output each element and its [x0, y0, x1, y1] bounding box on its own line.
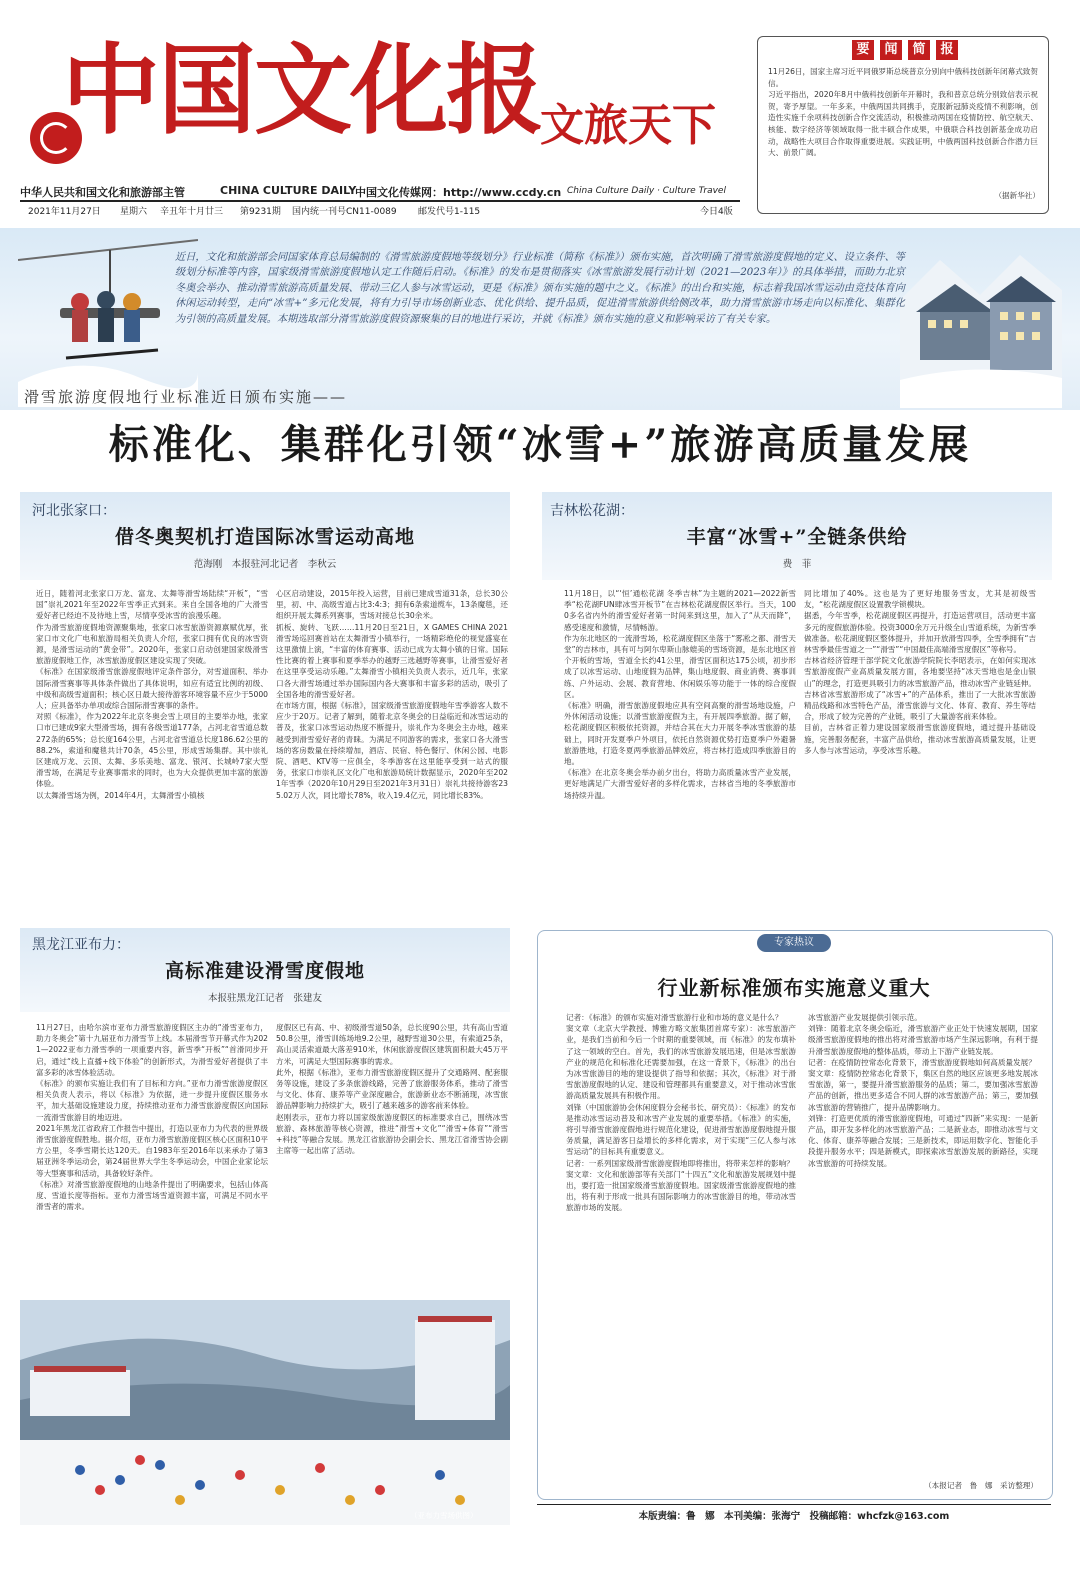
- footer-rule: [537, 1504, 1051, 1505]
- zhangjiakou-column-2: 心区启动建设，2015年投入运营，目前已建成雪道31条，总长30公里，初、中、高级雪道占比3:4:3；拥有6条索道缆车，13条魔毯，还组织开展太舞系列赛事，雪场对接总长30余米。 抓板、旋转、飞跃……11月20日至21日，X GAMES CHINA 2021滑雪场巡回赛首站在太舞滑雪小镇举行，一场精彩绝伦的视觉盛宴在这里激情上演，“丰富的体育赛事、活动已成为太舞小镇的日常。国际性比赛的着上赛事和夏季举办的越野三选越野等赛事，让滑雪爱好者在这里享受运动乐趣。”太舞滑雪小镇相关负责人表示，近几年，张家口各大滑雪场通过举办国际国内各大赛事和丰富多彩的活动，吸引了全国各地的滑雪爱好者。 在市场方面，根据《标准》，国家级滑雪旅游度假地年雪季游客人数不应少于20万。记者了解到，随着北京冬奥会的日益临近和冰雪运动的普及，张家口冰雪运动热度不断提升，崇礼作为冬奥会主办地，越来越受到滑雪爱好者的青睐。为满足不同游客的需求，张家口各大滑雪场的客房数量在持续增加，酒店、民宿、特色餐厅、休闲公园、电影院、酒吧、KTV等一应俱全，冬季游客在这里能享受到一站式的服务，张家口市崇礼区文化广电和旅游局统计数据显示，2020年至2021年雪季（2020年10月29日至2021年3月31日）崇礼共接待游客235.02万人次，同比增长78%，收入19.4亿元，同比增长83%。: [276, 589, 508, 800]
- cn-number: 国内统一刊号CN11-0089: [292, 207, 397, 217]
- songhua-column-1: 11月18日，以“‘恒’通松花湖 冬季吉林”为主题的2021—2022新雪季“松花湖FUN肆冰雪开板节”在吉林松花湖度假区举行。当天，1000多名省内外的滑雪爱好者第一时间来到这里，加入了“从天而降”，感受速度和激情，尽情畅游。 作为东北地区的一流滑雪场，松花湖度假区坐落于“雾凇之都、滑雪天堂”的吉林市，具有可与阿尔卑斯山脉媲美的雪场资源，是东北地区首个开板的雪场，雪道全长约41公里，滑雪区面积达175公顷，初步形成了以冰雪运动、山地度假为品牌，集山地度假、商业消费、赛事训练、户外运动、会展、教育营地、休闲娱乐等功能于一体的综合度假区。 《标准》明确，滑雪旅游度假地应具有空间高聚的滑雪场地设施，户外休闲活动设施；以滑雪旅游度假为主，有开展四季旅游。据了解，松花湖度假区积极依托资源，并结合其在大力开展冬季冰雪旅游的基础上，同时开发夏季户外项目，依托自然资源优势打造夏季户外避暑旅游胜地，打造冬夏两季旅游品牌效应，将吉林打造成四季旅游目的地。 《标准》在北京冬奥会举办前夕出台，将助力高质量冰雪产业发展，更好地满足广大滑雪爱好者的多样化需求，吉林省当地的冬季旅游市场持续升温。: [564, 589, 796, 800]
- zhangjiakou-place: 河北张家口：: [32, 503, 116, 519]
- yabuli-column-2: 度假区已有高、中、初级滑雪道50条，总长度90公里，共有高山雪道50.8公里，滑雪训练场地9.2公里，越野雪道30公里，有索道25条，高山灵活索道最大落差910米，休闲旅游度假区建筑面积最大45万平方米，可满足大型国际赛事的需求。 此外，根据《标准》，亚布力滑雪旅游度假区提升了交通路网、配套服务等设施，建设了多条旅游线路，完善了旅游服务体系，推动了滑雪与文化、体育、康养等产业深度融合，旅游新业态不断涌现，冰雪旅游品牌影响力持续扩大，吸引了越来越多的游客前来体验。 赵刚表示，亚布力将以国家级旅游度假区的标准要求自己，围绕冰雪旅游、森林旅游等核心资源，推进“滑雪+文化”“滑雪+体育”“滑雪+科技”等融合发展。黑龙江省旅游协会副会长、黑龙江省滑雪协会副主席等一起出席了活动。: [276, 1023, 508, 1156]
- newspaper-logo: 中国文化报: [62, 33, 543, 148]
- issue-date: 2021年11月27日: [28, 207, 101, 217]
- briefs-body: 11月26日，国家主席习近平同俄罗斯总统普京分别向中俄科技创新年闭幕式致贺信。 习近平指出，2020年8月中俄科技创新年开幕时，我和普京总统分别致信表示祝贺，寄予厚望。一年多来，中俄两国共同携手，克服新冠肺炎疫情不利影响，创造性实施千余项科技创新合作交流活动，积极推动两国在疫情防控、航空航天、核能、数字经济等领域取得一批丰硕合作成果，中俄联合科技创新基金成功启动，战略性大项目合作取得重要进展。实践证明，中俄两国科技创新合作潜力巨大、前景广阔。: [768, 67, 1038, 158]
- expert-tag: 专家热议: [757, 934, 831, 952]
- issue-number: 第9231期: [240, 207, 281, 217]
- yabuli-place: 黑龙江亚布力：: [32, 937, 130, 953]
- briefs-heading-char: 报: [936, 40, 958, 60]
- expert-title: 行业新标准颁布实施意义重大: [657, 976, 931, 1000]
- weekday: 星期六: [120, 207, 148, 217]
- zhangjiakou-byline: 范海刚 本报驻河北记者 李秋云: [193, 559, 337, 570]
- website-line: 中国文化传媒网：http://www.ccdy.cn: [355, 186, 562, 199]
- sponsor-line: 中华人民共和国文化和旅游部主管: [20, 186, 185, 199]
- expert-source: （本报记者 鲁 娜 采访整理）: [924, 1481, 1038, 1490]
- page-count: 今日4版: [700, 207, 733, 217]
- ski-lift-illustration: [18, 232, 198, 407]
- expert-column-2: 冰雪旅游产业发展提供引领示范。 刘锋：随着北京冬奥会临近，滑雪旅游产业正处于快速发展期，国家级滑雪旅游度假地的推出将对滑雪旅游市场产生深远影响，有利于提升滑雪旅游度假地的整体品质，带动上下游产业链发展。 记者：在疫情防控常态化背景下，滑雪旅游度假地如何高质量发展？ 窦文章：疫情防控常态化背景下，集区自然的地区应该更多地发展冰雪旅游，第一，要提升滑雪旅游服务的品质；第二，要加强冰雪旅游产品的创新，推出更多适合不同人群的冰雪旅游产品；第三，要加强冰雪旅游的营销推广，提升品牌影响力。 刘锋：打造更优质的滑雪旅游度假地，可通过“四新”来实现：一是新产品，即开发多样化的冰雪旅游产品；二是新业态，即推动冰雪与文化、体育、康养等融合发展；三是新技术，即运用数字化、智能化手段提升服务水平；四是新模式，即探索冰雪旅游发展的新路径，实现冰雪旅游的可持续发展。: [808, 1013, 1038, 1168]
- briefs-heading: [852, 38, 982, 60]
- yabuli-title: 高标准建设滑雪度假地: [164, 960, 365, 982]
- headline-kicker: 滑雪旅游度假地行业标准近日颁布实施——: [24, 388, 348, 406]
- english-name: CHINA CULTURE DAILY: [220, 184, 357, 197]
- briefs-heading-char: 简: [908, 40, 930, 60]
- intro-paragraph: 近日，文化和旅游部会同国家体育总局编制的《滑雪旅游度假地等级划分》行业标准（简称《标准》）颁布实施，首次明确了滑雪旅游度假地的定义、设立条件、等级划分标准等内容，国家级滑雪旅游度假地认定工作随后启动。《标准》的发布是贯彻落实《冰雪旅游发展行动计划（2021—2023年）》的具体举措，而助力北京冬奥会举办、推动滑雪旅游高质量发展、带动三亿人参与冰雪运动，更是《标准》颁布实施的题中之义。《标准》的出台和实施，标志着我国冰雪运动由竞技体育向休闲运动转型，走向“冰雪+”多元化发展，将有力引导市场创新业态、优化供给、提升品质，促进滑雪旅游供给侧改革，助力滑雪旅游市场走向以标准化、集群化为引领的高质量发展。本期选取部分滑雪旅游度假资源聚集的目的地进行采访，并就《标准》颁布实施的意义和影响采访了有关专家。: [175, 252, 905, 325]
- ski-resort-illustration: [900, 240, 1062, 408]
- briefs-heading-char: 要: [852, 40, 874, 60]
- yabuli-ski-photo: [20, 1300, 510, 1525]
- postal-code: 邮发代号1-115: [418, 207, 481, 217]
- zhangjiakou-column-1: 近日，随着河北张家口万龙、富龙、太舞等滑雪场陆续“开板”，“雪国”崇礼2021年至2022年雪季正式到来。来自全国各地的广大滑雪爱好者已经迫不及待地上雪，尽情享受冰雪的浪漫乐趣。 作为滑雪旅游度假地资源聚集地，张家口冰雪旅游资源禀赋优厚，张家口市文化广电和旅游局相关负责人介绍，张家口拥有优良的冰雪资源，是滑雪运动的“黄金带”。2020年，张家口启动创建国家级滑雪旅游度假地工作，冰雪旅游度假区建设实现了突破。 《标准》在国家级滑雪旅游度假地评定条件部分，对雪道面积、举办国际滑雪赛事等具体条件做出了具体说明，如应有适宜比例的初级、中级和高级雪道面积；核心区日最大接待游客环境容量不应少于5000人；应具备举办单项或综合国际滑雪赛事的条件。 对照《标准》，作为2022年北京冬奥会雪上项目的主要举办地，张家口市已建成9家大型滑雪场，拥有各级雪道177条，占河北省雪道总数272条的65%；总长度164公里，占河北省雪道总长度186.62公里的88.2%，索道和魔毯共计70条，45公里，形成雪场集群。其中崇礼区建成万龙、云顶、太舞、多乐美地、富龙、银河、长城岭7家大型滑雪场，在满足专业赛事需求的同时，也为大众提供更加丰富的旅游体验。 以太舞滑雪场为例，2014年4月，太舞滑雪小镇核: [36, 589, 268, 800]
- songhua-place: 吉林松花湖：: [550, 503, 634, 519]
- briefs-heading-char: 闻: [880, 40, 902, 60]
- expert-column-1: 记者：《标准》的颁布实施对滑雪旅游行业和市场的意义是什么？ 窦文章（北京大学教授、博雅方略文旅集团首席专家）：冰雪旅游产业，是我们当前和今后一个时期的重要领域，而《标准》的发布填补了这一领域的空白。首先，我们的冰雪旅游发展迅速，但是冰雪旅游产业的规范化和标准化还需要加强，在这一背景下，《标准》的出台为冰雪旅游目的地的建设提供了指导和依据；其次，《标准》对于滑雪旅游度假地的认定、建设和管理都具有重要意义，对于推动冰雪旅游高质量发展具有积极作用。 刘锋（中国旅游协会休闲度假分会秘书长、研究员）：《标准》的发布是推动冰雪运动普及和冰雪产业发展的重要举措。《标准》的实施，将引导滑雪旅游度假地进行规范化建设，促进滑雪旅游度假地提升服务质量，满足游客日益增长的多样化需求，对于实现“三亿人参与冰雪运动”的目标具有重要意义。 记者：一系列国家级滑雪旅游度假地即将推出，将带来怎样的影响？ 窦文章：文化和旅游部等有关部门“十四五”文化和旅游发展规划中提出，要打造一批国家级滑雪旅游度假地。国家级滑雪旅游度假地的推出，将有利于形成一批具有国际影响力的冰雪旅游目的地，带动冰雪旅游市场的发展。: [566, 1013, 796, 1213]
- songhua-byline: 费 菲: [782, 559, 812, 570]
- songhua-title: 丰富“冰雪+”全链条供给: [686, 526, 908, 548]
- page-footer: 本版责编：鲁 娜 本刊美编：张海宁 投稿邮箱：whcfzk@163.com: [638, 1511, 950, 1522]
- briefs-source: （据新华社）: [994, 191, 1040, 200]
- main-headline: 标准化、集群化引领“冰雪+”旅游高质量发展: [108, 421, 972, 468]
- lunar-date: 辛丑年十月廿三: [160, 207, 224, 217]
- yabuli-column-1: 11月27日，由哈尔滨市亚布力滑雪旅游度假区主办的“滑雪亚布力，助力冬奥会”第十九届亚布力滑雪节上线。本届滑雪节开幕式作为2021—2022亚布力滑雪季的一项重要内容，新雪季“开板”“首滑同步开启，通过“线上直播+线下体验”的创新形式，为滑雪爱好者提供了丰富多彩的冰雪体验活动。 《标准》的颁布实施让我们有了目标和方向。”亚布力滑雪旅游度假区相关负责人表示，将以《标准》为依据，进一步提升度假区服务水平，加大基础设施建设力度，持续推动亚布力滑雪旅游度假区向国际一流滑雪旅游目的地迈进。 2021年黑龙江省政府工作报告中提出，打造以亚布力为代表的世界级滑雪旅游度假胜地。据介绍，亚布力滑雪旅游度假区核心区面积10平方公里，冬季雪期长达120天。自1983年至2016年以来承办了第3届亚洲冬季运动会，第24届世界大学生冬季运动会，中国企业家论坛等大型赛事和活动，具备较好条件。 《标准》对滑雪旅游度假地的山地条件提出了明确要求，包括山体高度、雪道长度等指标。亚布力滑雪场雪道资源丰富，可满足不同水平滑雪者的需求。: [36, 1023, 268, 1212]
- zhangjiakou-title: 借冬奥契机打造国际冰雪运动高地: [114, 526, 415, 548]
- yabuli-byline: 本报驻黑龙江记者 张建友: [207, 993, 322, 1004]
- masthead-rule: [20, 200, 740, 202]
- section-brand: 文旅天下: [540, 100, 716, 151]
- english-section: China Culture Daily · Culture Travel: [567, 186, 726, 196]
- songhua-column-2: 同比增加了40%。这也是为了更好地服务雪友，尤其是初级雪友，“松花湖度假区设置教学锁模块。 据悉，今年雪季，松花湖度假区再提升，打造运营项目，活动更丰富多元的度假旅游体验。投资3000余万元升级全山雪道系统，为新雪季做准备。松花湖度假区整体提升，并加开放滑雪四季，全雪季拥有“吉林雪季最佳雪道之一”“滑雪”“中国最佳高端滑雪度假区”等称号。 吉林省经济管理干部学院文化旅游学院院长李昭表示，在如何实现冰雪旅游度假产业高质量发展方面，各地要坚持“冰天雪地也是金山银山”的理念，打造更具吸引力的冰雪旅游产品，推动冰雪产业链延伸。吉林省冰雪旅游形成了“冰雪+”的产品体系，推出了一大批冰雪旅游精品线路和冰雪特色产品，滑雪旅游与文化、体育、教育、养生等结合，形成了较为完善的产业链，吸引了大量游客前来体验。 目前，吉林省正着力建设国家级滑雪旅游度假地，通过提升基础设施，完善服务配套，丰富产品供给，推动冰雪旅游高质量发展，让更多人参与冰雪运动，享受冰雪乐趣。: [804, 589, 1036, 755]
- photo-caption: （亚布力雪场供图）: [410, 1511, 478, 1520]
